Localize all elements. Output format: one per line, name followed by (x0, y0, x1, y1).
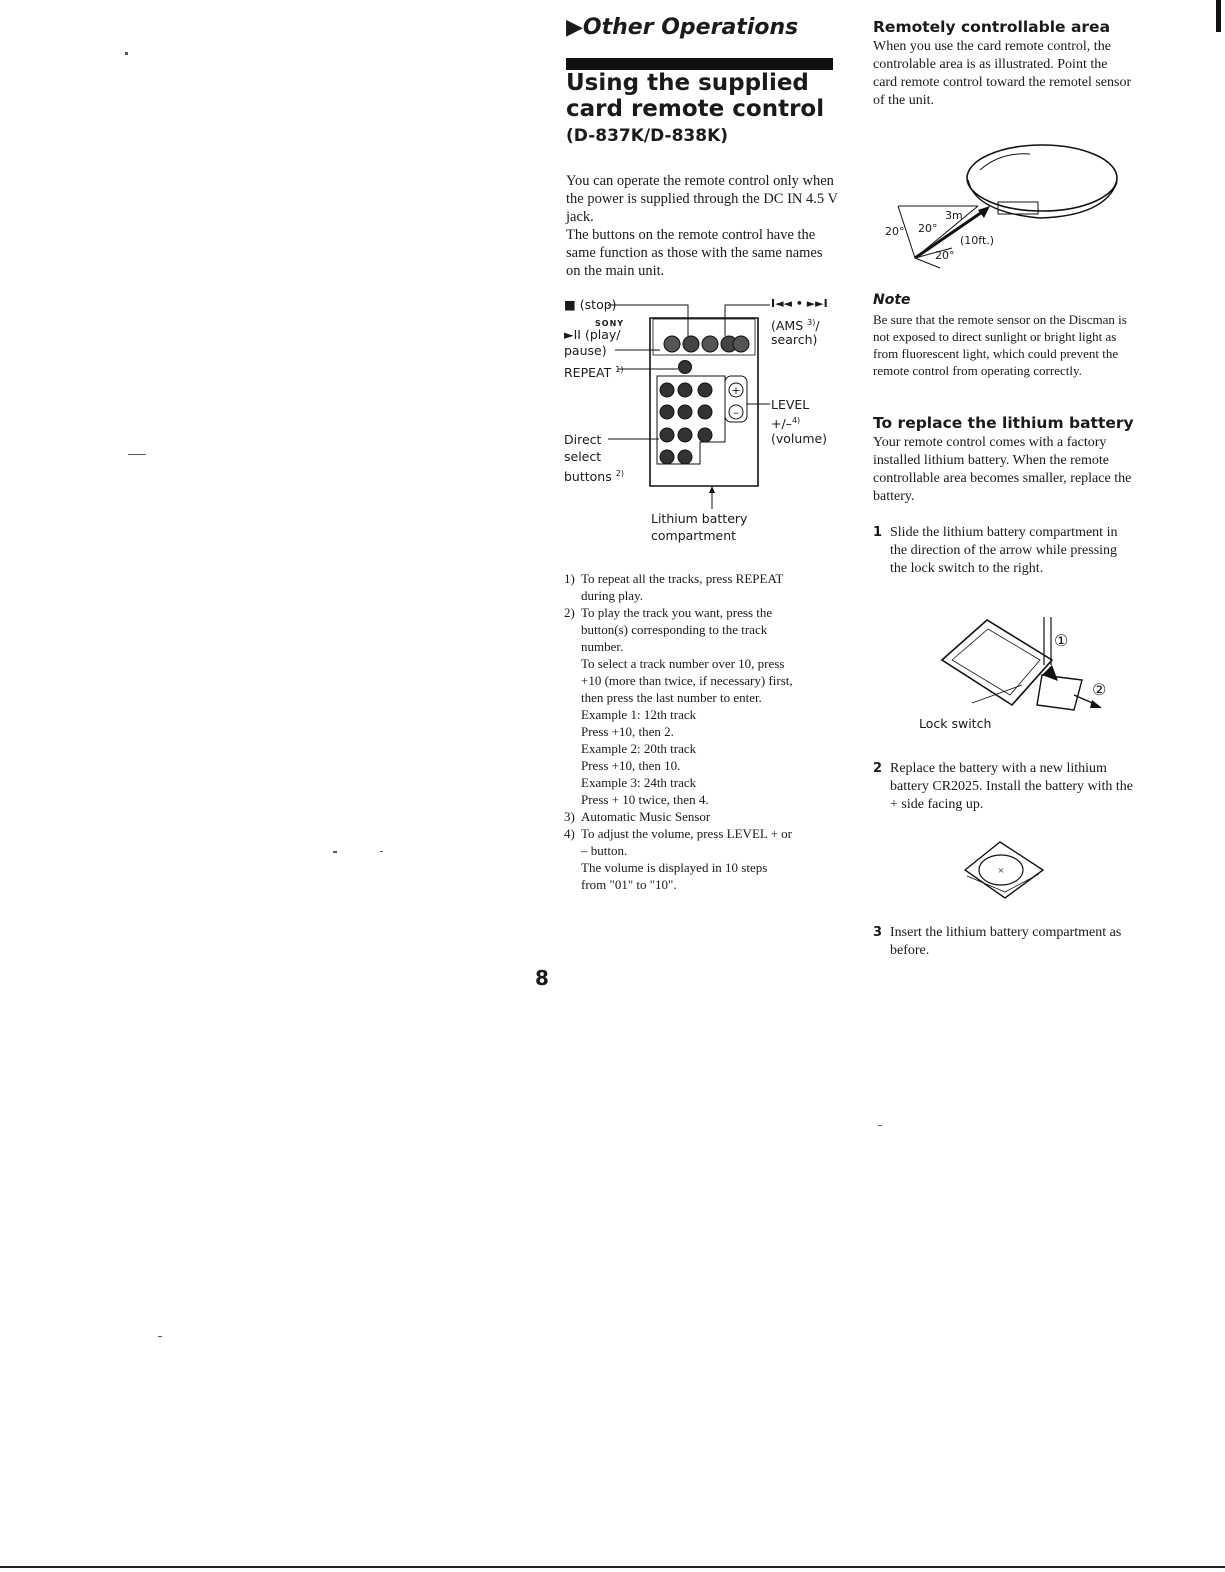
step-marker-1: ① (1054, 631, 1069, 650)
replace-battery-text: Your remote control comes with a factory installed lithium battery. When the remote controllable area becomes smaller, replace the battery. (873, 435, 1132, 504)
intro-paragraph-1: You can operate the remote control only when the power is supplied through the DC IN 4.5 V jack. (566, 173, 838, 225)
repeat-label-text: REPEAT (564, 365, 612, 381)
footnote-2 (564, 604, 839, 808)
level-plus-minus (771, 413, 800, 432)
ams-symbol-icon: I◄◄ • ►►I (771, 297, 828, 310)
footnotes (564, 570, 839, 893)
model-subtitle: (D-837K/D-838K) (566, 126, 729, 146)
scan-speck (158, 1336, 162, 1337)
svg-text:+: + (731, 384, 741, 397)
level-label: LEVEL (771, 397, 810, 412)
direct-label-text: buttons (564, 469, 612, 485)
remote-area-heading: Remotely controllable area (873, 18, 1111, 36)
remote-area-text: When you use the card remote control, the controlable area is as illustrated. Point the card remote control toward the remotel sensor of the unit. (873, 39, 1132, 108)
footnote-line: then press the last number to enter. (581, 690, 762, 705)
level-pm-text: +/– (771, 416, 792, 432)
section-header-label: Other Operations (582, 15, 799, 40)
footnote-line: Press +10, then 10. (581, 758, 681, 773)
coin-battery-diagram (955, 840, 1050, 900)
intro-paragraph-2: The buttons on the remote control have the same function as those with the same names on the main unit. (566, 227, 823, 279)
footnote-line: Press + 10 twice, then 4. (581, 792, 709, 807)
footnote-line: To play the track you want, press the (581, 605, 773, 620)
page-bottom-rule (0, 1566, 1225, 1568)
direct-label-line-3 (564, 466, 624, 485)
svg-text:–: – (733, 406, 739, 419)
footnote-line: Automatic Music Sensor (581, 809, 711, 824)
repeat-label (564, 362, 623, 381)
step-text: Insert the lithium battery compartment as before. (890, 925, 1122, 958)
battery-compartment-label-1: Lithium battery (651, 511, 748, 526)
scan-speck (125, 52, 128, 55)
footnote-line: during play. (581, 588, 643, 603)
repeat-footnote-ref: 1) (615, 365, 624, 374)
level-footnote-ref: 4) (791, 416, 801, 425)
step-number: 1 (873, 525, 883, 540)
ams-label-slash: / (815, 318, 820, 334)
volume-label: (volume) (771, 431, 828, 446)
range-angle-bottom: 20° (935, 249, 955, 262)
sony-brand-label: SONY (595, 319, 625, 328)
pause-label: pause) (564, 343, 607, 358)
scan-speck (333, 851, 337, 853)
note-text: Be sure that the remote sensor on the Discman is not exposed to direct sunlight or bright light as from fluorescent light, which could prevent the remote control from operating correctly. (873, 312, 1127, 378)
title-rule (566, 58, 833, 70)
ams-label-text: (AMS (771, 318, 804, 334)
footnote-number: 1) (564, 571, 575, 586)
lock-switch-label: Lock switch (919, 716, 992, 731)
direct-label-line-1: Direct (564, 432, 602, 447)
footnote-line: from "01" to "10". (581, 877, 677, 892)
scan-speck (128, 454, 146, 455)
ams-footnote-ref: 3) (807, 318, 816, 327)
scan-speck (878, 1125, 882, 1126)
note-heading: Note (873, 292, 911, 308)
range-angle-left: 20° (885, 225, 905, 238)
footnote-number: 4) (564, 826, 575, 841)
footnote-line: To select a track number over 10, press (581, 656, 785, 671)
footnote-line: – button. (581, 843, 628, 858)
footnote-3 (564, 808, 839, 825)
scan-edge-mark (1216, 0, 1221, 32)
discman-range-illustration (880, 140, 1125, 280)
footnote-4 (564, 825, 839, 893)
range-distance-label: 3m (945, 209, 963, 222)
footnote-line: number. (581, 639, 624, 654)
intro-text (566, 172, 838, 280)
footnote-line: Example 2: 20th track (581, 741, 697, 756)
step-3 (873, 924, 1135, 960)
coin-battery-illustration (955, 840, 1050, 900)
footnote-1 (564, 570, 839, 604)
page-title: Using the supplied card remote control (566, 70, 825, 122)
footnote-line: Press +10, then 2. (581, 724, 674, 739)
replace-battery-heading: To replace the lithium battery (873, 414, 1134, 432)
scan-speck (380, 851, 383, 852)
section-header (566, 15, 798, 40)
svg-text:×: × (997, 865, 1005, 877)
footnote-number: 3) (564, 809, 575, 824)
play-label: ►II (play/ (564, 327, 621, 342)
step-marker-2: ② (1092, 680, 1107, 699)
section-arrow-icon: ▶ (566, 15, 583, 40)
footnote-line: Example 3: 24th track (581, 775, 697, 790)
footnote-number: 2) (564, 605, 575, 620)
footnote-line: To adjust the volume, press LEVEL + or (581, 826, 793, 841)
step-number: 2 (873, 761, 883, 776)
direct-label-line-2: select (564, 449, 602, 464)
stop-label: ■ (stop) (564, 297, 617, 312)
page-number: 8 (535, 966, 549, 990)
remote-range-diagram (880, 140, 1125, 280)
range-distance-ft-label: (10ft.) (960, 234, 995, 247)
battery-compartment-diagram (912, 615, 1122, 740)
battery-compartment-label-2: compartment (651, 528, 737, 543)
footnote-line: button(s) corresponding to the track (581, 622, 768, 637)
range-angle-top: 20° (918, 222, 938, 235)
footnote-line: Example 1: 12th track (581, 707, 697, 722)
footnote-line: The volume is displayed in 10 steps (581, 860, 768, 875)
step-text: Slide the lithium battery compartment in the direction of the arrow while pressing the lock switch to the right. (890, 525, 1118, 576)
step-number: 3 (873, 925, 883, 940)
direct-footnote-ref: 2) (615, 469, 624, 478)
ams-label-line-2: search) (771, 332, 818, 347)
step-2 (873, 760, 1135, 814)
step-1 (873, 524, 1135, 578)
step-text: Replace the battery with a new lithium battery CR2025. Install the battery with the + side facing up. (890, 761, 1134, 812)
remote-control-diagram (560, 292, 850, 552)
footnote-line: +10 (more than twice, if necessary) first, (581, 673, 793, 688)
footnote-line: To repeat all the tracks, press REPEAT (581, 571, 784, 586)
